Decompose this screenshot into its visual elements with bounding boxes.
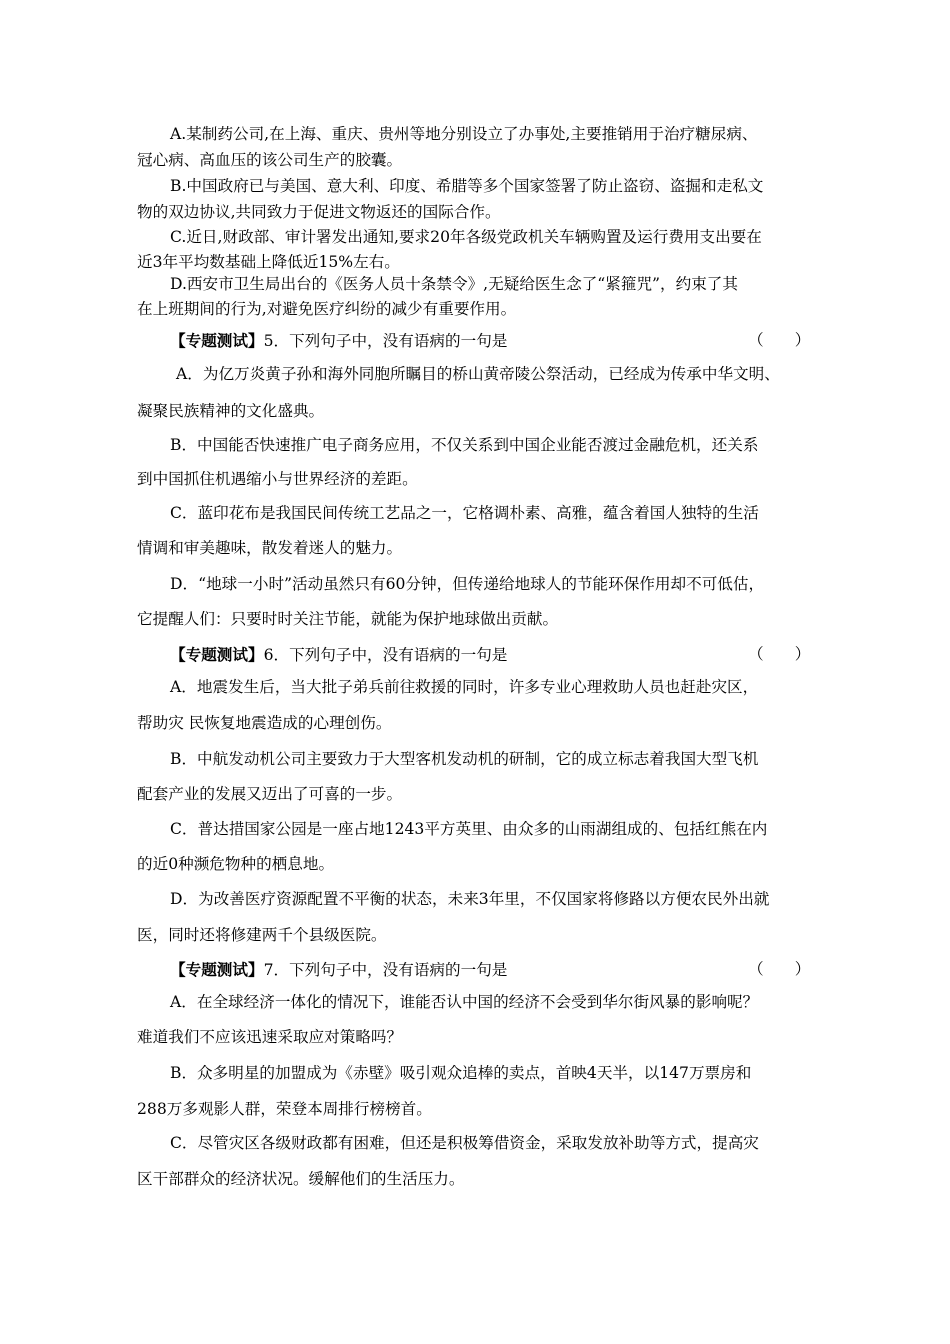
- question-5-option-c-line-1: C．蓝印花布是我国民间传统工艺品之一，它格调朴素、高雅，蕴含着国人独特的生活: [170, 504, 759, 522]
- question-7-option-b-line-1: B．众多明星的加盟成为《赤壁》吸引观众追棒的卖点，首映4天半，以147万票房和: [170, 1064, 752, 1082]
- intro-option-a-line-1: A.某制药公司,在上海、重庆、贵州等地分别设立了办事处,主要推销用于治疗糖尿病、: [170, 125, 758, 143]
- question-5-option-a-line-1: A．为亿万炎黄子孙和海外同胞所瞩目的桥山黄帝陵公祭活动，已经成为传承中华文明、: [176, 365, 780, 383]
- intro-option-a-line-2: 冠心病、高血压的该公司生产的胶囊。: [137, 151, 403, 169]
- question-5-option-a-line-2: 凝聚民族精神的文化盛典。: [137, 402, 325, 420]
- question-7-option-b-line-2: 288万多观影人群，荣登本周排行榜榜首。: [137, 1100, 432, 1118]
- intro-option-c-line-2: 近3年平均数基础上降低近15%左右。: [137, 253, 400, 271]
- question-6-option-c-line-1: C．普达措国家公园是一座占地1243平方英里、由众多的山雨湖组成的、包括红熊在内: [170, 820, 768, 838]
- question-6-option-b-line-1: B．中航发动机公司主要致力于大型客机发动机的研制，它的成立标志着我国大型飞机: [170, 750, 759, 768]
- question-7-prompt: 7．下列句子中，没有语病的一句是: [263, 961, 508, 979]
- question-6-answer-blank: （ ）: [748, 645, 811, 663]
- question-5-option-d-line-2: 它提醒人们：只要时时关注节能，就能为保护地球做出贡献。: [137, 610, 559, 628]
- question-6-option-d-line-1: D．为改善医疗资源配置不平衡的状态，未来3年里，不仅国家将修路以方便农民外出就: [170, 890, 770, 908]
- intro-option-d-line-1: D.西安市卫生局出台的《医务人员十条禁令》,无疑给医生念了“紧箍咒”，约束了其: [170, 275, 738, 293]
- question-6-option-a-line-2: 帮助灾 民恢复地震造成的心理创伤。: [137, 714, 392, 732]
- question-7-option-a-line-2: 难道我们不应该迅速采取应对策略吗？: [137, 1028, 403, 1046]
- question-6-option-d-line-2: 医，同时还将修建两千个县级医院。: [137, 926, 387, 944]
- question-7-option-a-line-1: A．在全球经济一体化的情况下，谁能否认中国的经济不会受到华尔街风暴的影响呢？: [170, 993, 759, 1011]
- question-6-heading: [170, 647, 507, 664]
- question-6-prompt: 6．下列句子中，没有语病的一句是: [263, 646, 508, 664]
- question-5-option-c-line-2: 情调和审美趣味，散发着迷人的魅力。: [137, 539, 403, 557]
- question-7-answer-blank: （ ）: [748, 960, 811, 978]
- question-6-option-a-line-1: A．地震发生后，当大批子弟兵前往救援的同时，许多专业心理救助人员也赶赴灾区，: [170, 678, 759, 696]
- question-5-answer-blank: （ ）: [748, 331, 811, 349]
- question-5-tag: 【专题测试】: [170, 331, 264, 350]
- question-6-tag: 【专题测试】: [170, 645, 264, 664]
- intro-option-d-line-2: 在上班期间的行为,对避免医疗纠纷的减少有重要作用。: [137, 300, 517, 318]
- intro-option-b-line-2: 物的双边协议,共同致力于促进文物返还的国际合作。: [137, 203, 501, 221]
- intro-option-b-line-1: B.中国政府已与美国、意大利、印度、希腊等多个国家签署了防止盗窃、盗掘和走私文: [170, 177, 764, 195]
- question-7-tag: 【专题测试】: [170, 960, 264, 979]
- question-6-option-c-line-2: 的近0种濒危物种的栖息地。: [137, 855, 335, 873]
- question-5-option-d-line-1: D．“地球一小时”活动虽然只有60分钟，但传递给地球人的节能环保作用却不可低估，: [170, 575, 765, 593]
- question-7-option-c-line-2: 区干部群众的经济状况。缓解他们的生活压力。: [137, 1170, 465, 1188]
- question-5-option-b-line-1: B．中国能否快速推广电子商务应用，不仅关系到中国企业能否渡过金融危机，还关系: [170, 436, 759, 454]
- question-6-option-b-line-2: 配套产业的发展又迈出了可喜的一步。: [137, 785, 403, 803]
- question-5-heading: [170, 333, 507, 350]
- question-5-prompt: 5．下列句子中，没有语病的一句是: [263, 332, 508, 350]
- question-7-heading: [170, 962, 507, 979]
- intro-option-c-line-1: C.近日,财政部、审计署发出通知,要求20年各级党政机关车辆购置及运行费用支出要在: [170, 228, 762, 246]
- question-7-option-c-line-1: C．尽管灾区各级财政都有困难，但还是积极筹借资金，采取发放补助等方式，提高灾: [170, 1134, 759, 1152]
- question-5-option-b-line-2: 到中国抓住机遇缩小与世界经济的差距。: [137, 470, 418, 488]
